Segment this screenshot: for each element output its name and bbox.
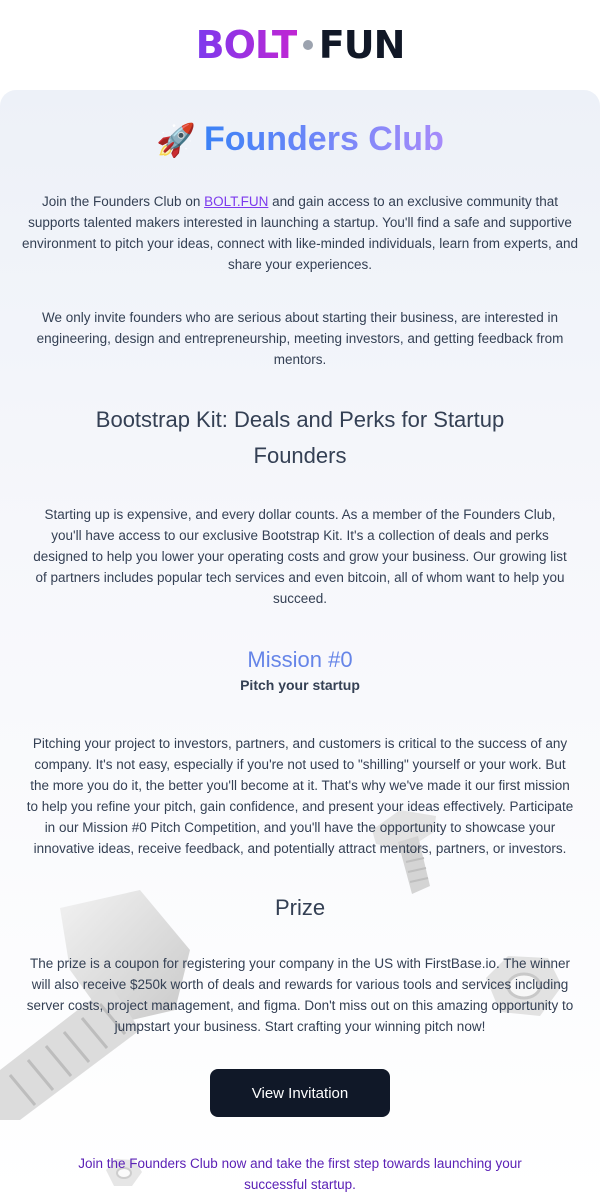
prize-paragraph: The prize is a coupon for registering your company in the US with FirstBase.io. The winner will also receive $250k worth of deals and rewards for various tools and services including server costs, project management, and figma. Don't miss out on this amazing opportunity to jumpstart your business. Start crafting your winning pitch now! [26, 956, 574, 1034]
content-card [0, 90, 600, 1199]
page-title [0, 120, 600, 159]
mission-subtitle: Pitch your startup [240, 677, 360, 693]
intro-text-end: and gain access to an exclusive community that supports talented makers interested in launching a startup. You'll find a safe and supportive environment to pitch your ideas, connect with like-minded individuals, learn from experts, and share your experiences. [21, 194, 579, 272]
mission-title: Mission #0 [247, 647, 353, 672]
logo-fun-text: FUN [318, 23, 405, 67]
intro-paragraph [20, 191, 580, 275]
bolt-fun-link[interactable]: BOLT.FUN [204, 194, 269, 209]
cta-text: Join the Founders Club now and take the first step towards launching your successful startup. [78, 1156, 522, 1192]
logo-bolt-text: BOLT [195, 23, 297, 67]
logo-dot-icon [303, 40, 313, 50]
page-title-text: Founders Club [203, 120, 444, 158]
mission-paragraph: Pitching your project to investors, partners, and customers is critical to the success of any company. It's not easy, especially if you're not used to "shilling" yourself or your work. But the more you do it, the better you'll become at it. That's why we've made it our first mission to help you refine your pitch, gain confidence, and present your ideas effectively. Participate in our Mission #0 Pitch Competition, and you'll have the opportunity to showcase your innovative ideas, receive feedback, and potentially attract mentors, partners, or investors. [26, 736, 574, 856]
prize-heading: Prize [274, 895, 326, 920]
bootstrap-paragraph: Starting up is expensive, and every dollar counts. As a member of the Founders Club, you'll have access to our exclusive Bootstrap Kit. It's a collection of deals and perks designed to help you lower your operating costs and grow your business. Our growing list of partners includes popular tech services and even bitcoin, all of whom want to help you succeed. [33, 507, 567, 606]
intro-text-start: Join the Founders Club on [41, 194, 205, 209]
bootstrap-heading: Bootstrap Kit: Deals and Perks for Startup Founders [95, 407, 505, 468]
rocket-icon: 🚀 [156, 121, 196, 158]
bolt-fun-logo[interactable] [196, 23, 405, 67]
invite-paragraph: We only invite founders who are serious about starting their business, are interested in engineering, design and entrepreneurship, meeting investors, and getting feedback from mentors. [36, 310, 564, 367]
header [0, 0, 600, 90]
view-invitation-button[interactable]: View Invitation [210, 1069, 390, 1117]
